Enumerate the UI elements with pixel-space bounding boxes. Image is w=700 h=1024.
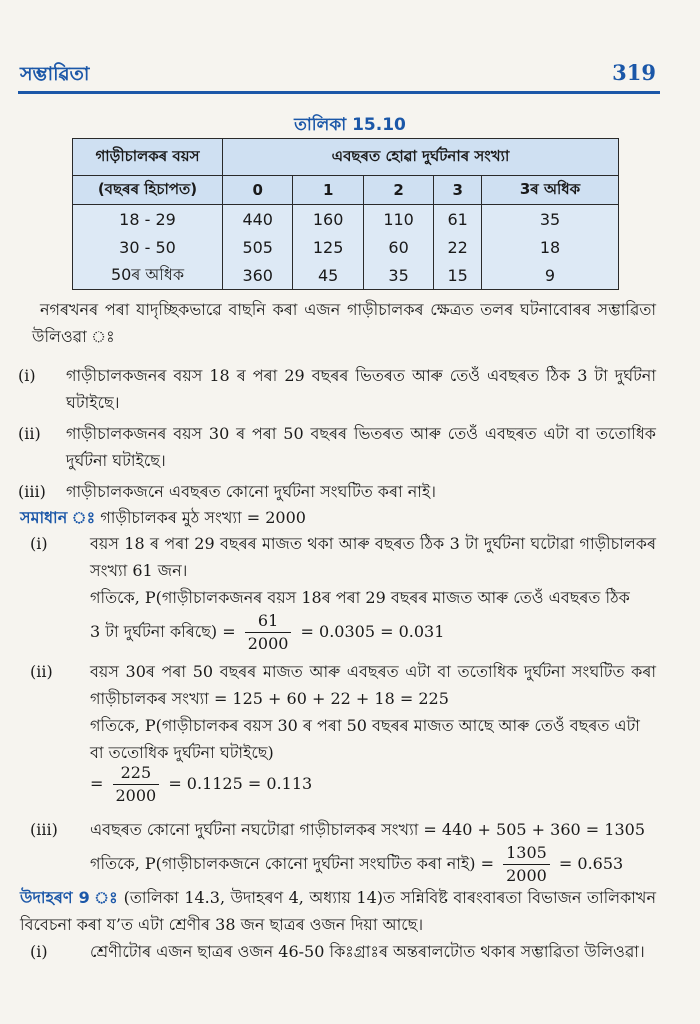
example-label: উদাহৰণ 9 ঃ — [20, 888, 119, 907]
result-value: = 0.0305 = 0.031 — [300, 622, 445, 641]
table-row — [73, 233, 619, 261]
fraction — [245, 610, 292, 655]
value-cell: 35 — [363, 261, 433, 290]
table-row — [73, 261, 619, 290]
value-cell: 360 — [223, 261, 293, 290]
value-cell: 45 — [293, 261, 363, 290]
chapter-title: সম্ভাৱিতা — [20, 63, 90, 85]
answer-2-probability: গতিকে, P(গাড়ীচালকৰ বয়স 30 ৰ পৰা 50 বছৰৰ মাজত আছে আৰু তেওঁ বছৰত এটা বা ততোধিক দুৰ্ঘটনা ঘটাইছে) — [90, 716, 640, 762]
value-cell: 9 — [482, 261, 619, 290]
answer-1-result — [90, 610, 656, 655]
answer-number: (ii) — [30, 662, 53, 681]
value-cell: 15 — [434, 261, 482, 290]
page-number: 319 — [612, 60, 656, 85]
answer-text: বয়স 30ৰ পৰা 50 বছৰৰ মাজত আৰু এবছৰত এটা বা ততোধিক দুৰ্ঘটনা সংঘটিত কৰা গাড়ীচালকৰ সংখ্যা = 125 + 60 + 22 + 18 = 225 — [90, 662, 656, 708]
question-number: (iii) — [18, 482, 46, 501]
answer-number: (i) — [30, 534, 48, 553]
fraction — [113, 762, 160, 807]
value-cell: 125 — [293, 233, 363, 261]
solution-heading — [20, 504, 656, 531]
answer-1-probability: গতিকে, P(গাড়ীচালকজনৰ বয়স 18ৰ পৰা 29 বছৰৰ মাজত আৰু তেওঁ এবছৰত ঠিক — [90, 588, 630, 607]
value-cell: 505 — [223, 233, 293, 261]
sub-header: 1 — [293, 176, 363, 205]
sub-header: 3 — [434, 176, 482, 205]
example-text: (তালিকা 14.3, উদাহৰণ 4, অধ্যায় 14)ত সন্নিবিষ্ট বাৰংবাৰতা বিভাজন তালিকাখন বিবেচনা কৰা য’ত এটা শ্ৰেণীৰ 38 জন ছাত্ৰৰ ওজন দিয়া আছে। — [20, 888, 656, 934]
header-rule — [18, 91, 660, 94]
intro-text: নগৰখনৰ পৰা যাদৃচ্ছিকভাৱে বাছনি কৰা এজন গাড়ীচালকৰ ক্ষেত্ৰত তলৰ ঘটনাবোৰৰ সম্ভাৱিতা উলিওৱা ঃ — [32, 300, 656, 346]
value-cell: 22 — [434, 233, 482, 261]
group-header: এবছৰত হোৱা দুৰ্ঘটনাৰ সংখ্যা — [223, 139, 619, 176]
age-cell: 50ৰ অধিক — [73, 261, 223, 290]
answer-3-result — [90, 842, 656, 887]
value-cell: 60 — [363, 233, 433, 261]
col-age-header-1: গাড়ীচালকৰ বয়স — [73, 139, 223, 176]
answer-2-result — [90, 762, 656, 807]
value-cell: 35 — [482, 205, 619, 234]
answer-text: বয়স 18 ৰ পৰা 29 বছৰৰ মাজত থকা আৰু বছৰত ঠিক 3 টা দুৰ্ঘটনা ঘটোৱা গাড়ীচালকৰ সংখ্যা 61 জন। — [90, 534, 656, 580]
question-number: (i) — [30, 942, 48, 961]
answer-text: এবছৰত কোনো দুৰ্ঘটনা নঘটোৱা গাড়ীচালকৰ সংখ্যা = 440 + 505 + 360 = 1305 — [90, 820, 645, 839]
accident-table — [72, 138, 619, 290]
denominator: 2000 — [506, 866, 547, 885]
question-text: গাড়ীচালকজনৰ বয়স 30 ৰ পৰা 50 বছৰৰ ভিতৰত আৰু তেওঁ এবছৰত এটা বা ততোধিক দুৰ্ঘটনা ঘটাইছে। — [66, 424, 656, 470]
numerator: 225 — [113, 762, 160, 785]
question-text: শ্ৰেণীটোৰ এজন ছাত্ৰৰ ওজন 46-50 কিঃগ্ৰাঃৰ অন্তৰালটোত থকাৰ সম্ভাৱিতা উলিওৱা। — [90, 942, 645, 961]
sub-header: 3ৰ অধিক — [482, 176, 619, 205]
question-number: (i) — [18, 366, 36, 385]
solution-label: সমাধান ঃ — [20, 508, 96, 527]
question-text: গাড়ীচালকজনে এবছৰত কোনো দুৰ্ঘটনা সংঘটিত কৰা নাই। — [66, 482, 436, 501]
value-cell: 440 — [223, 205, 293, 234]
denominator: 2000 — [247, 634, 289, 653]
result-value: = 0.653 — [558, 854, 624, 873]
result-prefix: গতিকে, P(গাড়ীচালকজনে কোনো দুৰ্ঘটনা সংঘটিত কৰা নাই) = — [90, 854, 494, 873]
table-row — [73, 205, 619, 234]
question-text: গাড়ীচালকজনৰ বয়স 18 ৰ পৰা 29 বছৰৰ ভিতৰত আৰু তেওঁ এবছৰত ঠিক 3 টা দুৰ্ঘটনা ঘটাইছে। — [66, 366, 656, 412]
value-cell: 61 — [434, 205, 482, 234]
solution-total: গাড়ীচালকৰ মুঠ সংখ্যা = 2000 — [100, 508, 306, 527]
value-cell: 110 — [363, 205, 433, 234]
col-age-header-2: (বছৰৰ হিচাপত) — [73, 176, 223, 205]
denominator: 2000 — [115, 786, 157, 805]
sub-header: 2 — [363, 176, 433, 205]
result-prefix: = — [90, 774, 104, 793]
fraction — [503, 842, 550, 887]
age-cell: 30 - 50 — [73, 233, 223, 261]
result-value: = 0.1125 = 0.113 — [168, 774, 313, 793]
value-cell: 160 — [293, 205, 363, 234]
example-9 — [20, 884, 656, 938]
value-cell: 18 — [482, 233, 619, 261]
question-number: (ii) — [18, 424, 41, 443]
answer-number: (iii) — [30, 820, 58, 839]
sub-header: 0 — [223, 176, 293, 205]
numerator: 1305 — [503, 842, 550, 865]
table-caption: তালিকা 15.10 — [294, 115, 406, 135]
numerator: 61 — [245, 610, 292, 633]
age-cell: 18 - 29 — [73, 205, 223, 234]
result-prefix: 3 টা দুৰ্ঘটনা কৰিছে) = — [90, 622, 236, 641]
